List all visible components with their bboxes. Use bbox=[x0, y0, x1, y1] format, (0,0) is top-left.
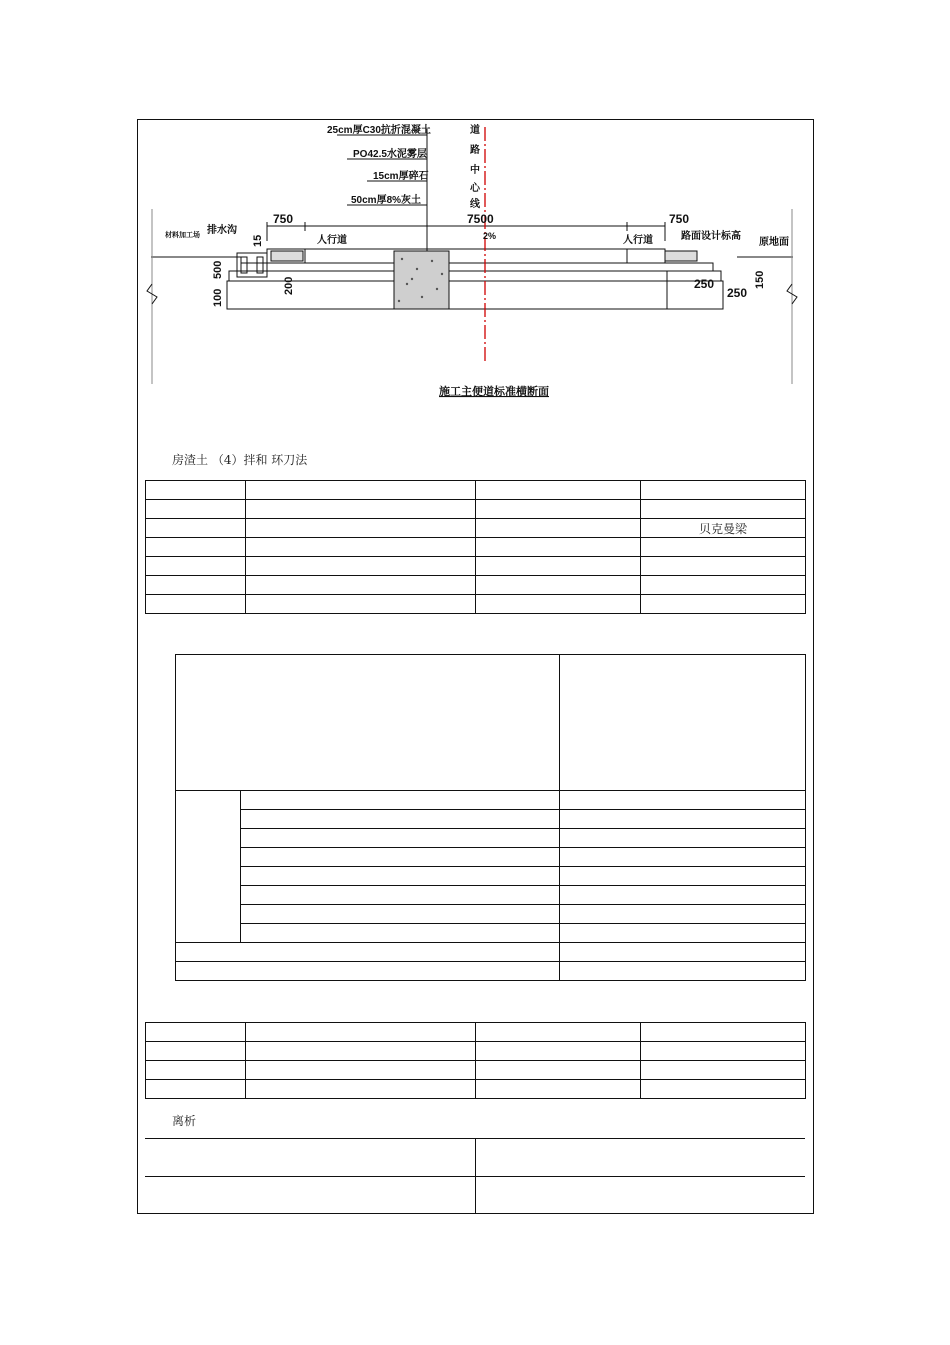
dim-250-b: 250 bbox=[727, 286, 748, 300]
centre-line-label-4: 心 bbox=[470, 183, 480, 194]
layer-label-3: 15cm厚碎石 bbox=[373, 171, 429, 182]
dim-slope: 2% bbox=[483, 231, 497, 241]
label-drain: 排水沟 bbox=[207, 225, 237, 236]
label-left-ground: 材料加工场 bbox=[165, 232, 200, 239]
dim-500: 500 bbox=[212, 260, 224, 279]
dim-200: 200 bbox=[283, 276, 295, 295]
layer-label-2: PO42.5水泥雾层 bbox=[353, 149, 427, 160]
road-cross-section-drawing bbox=[137, 119, 814, 419]
table-1 bbox=[145, 480, 806, 614]
dim-15: 15 bbox=[252, 234, 264, 247]
layer-label-4: 50cm厚8%灰土 bbox=[351, 195, 422, 206]
centre-line-label-5: 线 bbox=[470, 199, 480, 210]
label-natural-ground: 原地面 bbox=[759, 237, 789, 248]
table-4 bbox=[145, 1138, 805, 1214]
table-2 bbox=[175, 654, 806, 981]
dim-100: 100 bbox=[212, 288, 224, 307]
dim-right-walk: 750 bbox=[669, 212, 690, 226]
centre-line-label-2: 路 bbox=[470, 145, 480, 156]
centre-line-label-3: 中 bbox=[470, 165, 480, 176]
dim-carriageway: 7500 bbox=[467, 212, 494, 226]
caption-segregation: 离析 bbox=[172, 1114, 197, 1128]
caption-materials: 房渣土 （4）拌和 环刀法 bbox=[172, 453, 308, 467]
dim-150: 150 bbox=[754, 270, 766, 289]
drawing-title: 施工主便道标准横断面 bbox=[439, 386, 549, 398]
centre-line-label-1: 道 bbox=[470, 125, 480, 136]
label-design-elev: 路面设计标高 bbox=[681, 231, 741, 242]
table-1-cell-text: 贝克曼梁 bbox=[641, 519, 806, 538]
label-sidewalk-right: 人行道 bbox=[623, 235, 653, 246]
dim-250-a: 250 bbox=[694, 277, 715, 291]
layer-label-1: 25cm厚C30抗折混凝土 bbox=[327, 125, 431, 136]
dim-left-walk: 750 bbox=[273, 212, 294, 226]
table-3 bbox=[145, 1022, 806, 1099]
label-sidewalk-left: 人行道 bbox=[317, 235, 347, 246]
